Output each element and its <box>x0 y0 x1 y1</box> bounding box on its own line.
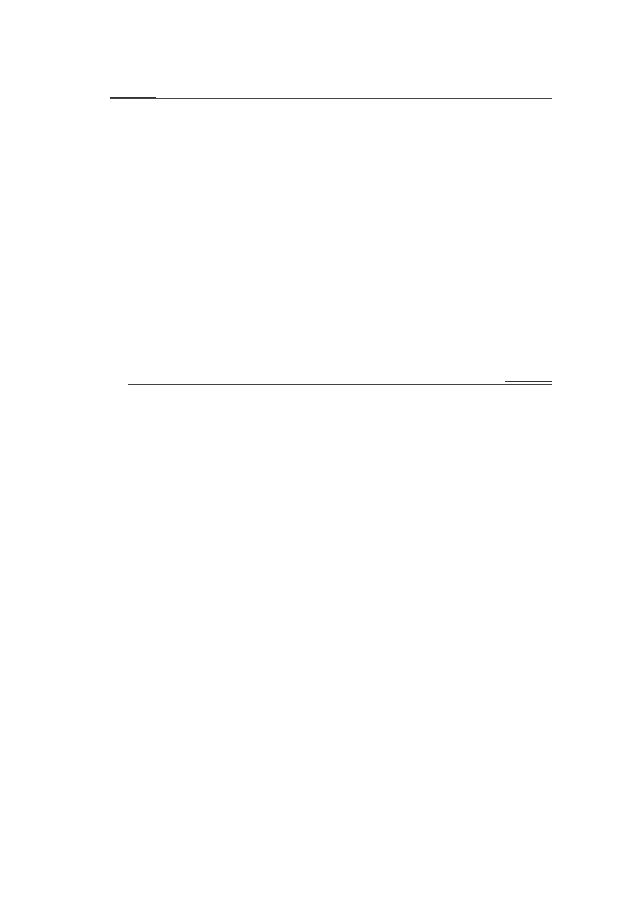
continuation-page-field[interactable] <box>505 381 552 382</box>
continuation-header-rule <box>128 384 552 385</box>
header-rule <box>110 98 552 99</box>
